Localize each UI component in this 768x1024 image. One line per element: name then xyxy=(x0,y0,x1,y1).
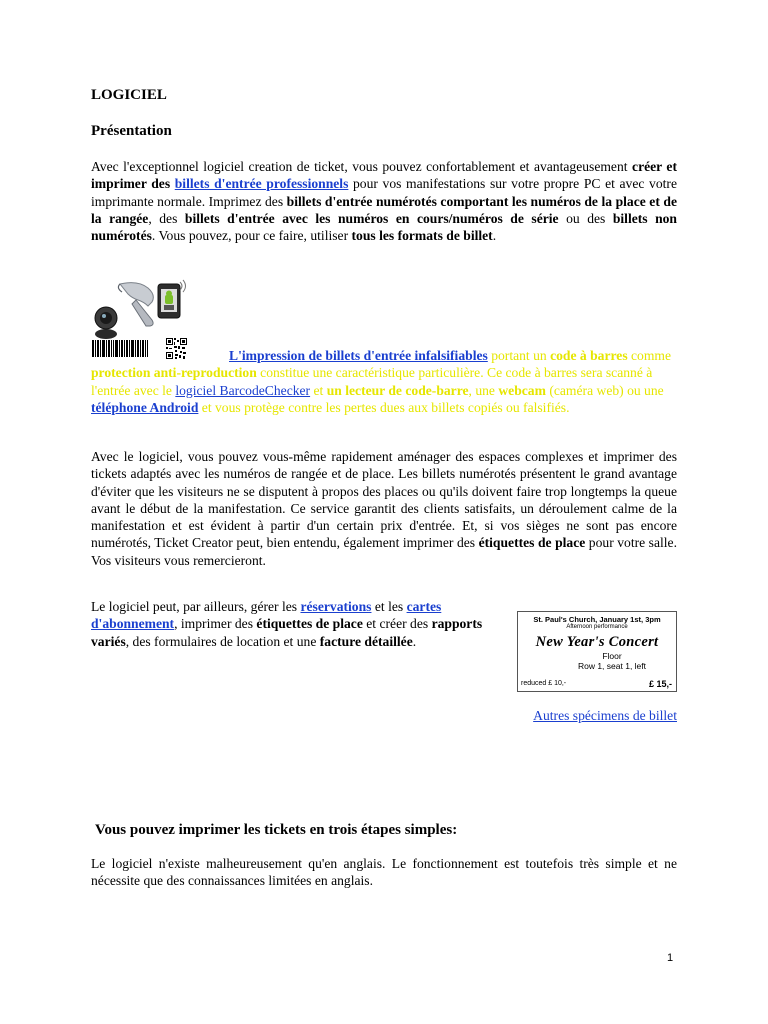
ticket-specimen-image xyxy=(517,611,677,692)
section-title-presentation: Présentation xyxy=(91,123,172,139)
intro-paragraph xyxy=(91,158,677,244)
text: et les xyxy=(371,599,407,614)
ticket-performance: Afternoon performance xyxy=(566,624,628,630)
text: (caméra web) ou une xyxy=(545,382,664,398)
text: ou des xyxy=(558,210,613,226)
text-bold: facture détaillée xyxy=(319,633,413,649)
link-barcodechecker[interactable]: logiciel BarcodeChecker xyxy=(175,382,311,398)
numbered-seats-paragraph xyxy=(91,448,677,569)
text-bold: étiquettes de place xyxy=(256,616,363,632)
text-bold: rapports variés xyxy=(91,616,483,649)
text: . xyxy=(412,633,417,649)
text: , une xyxy=(468,382,499,398)
link-unforgeable-tickets[interactable]: L'impression de billets d'entrée infalsifiables xyxy=(229,348,488,363)
ticket-event-title: New Year's Concert xyxy=(535,634,659,650)
features-paragraph xyxy=(91,598,486,650)
text: pour votre salle. Vos visiteurs vous remercieront. xyxy=(91,535,677,568)
link-android-phone[interactable]: téléphone Android xyxy=(91,399,199,415)
text-bold: étiquettes de place xyxy=(478,535,586,551)
text-bold: billets d'entrée avec les numéros en cours/numéros de série xyxy=(184,210,559,226)
text: comme xyxy=(627,348,672,363)
ticket-price: £ 15,- xyxy=(648,679,672,689)
ticket-seat: Row 1, seat 1, left xyxy=(577,661,647,671)
ticket-area: Floor xyxy=(602,651,622,661)
english-only-paragraph: Le logiciel n'existe malheureusement qu'en anglais. Le fonctionnement est toutefois très simple et ne nécessite que des connaissances limitées en anglais. xyxy=(91,856,677,889)
text: Avec le logiciel, vous pouvez vous-même rapidement aménager des espaces complexes et imprimer des tickets adaptés avec les numéros de rangée et de place. Les billets numérotés présentent le grand avantage d'éviter que les visiteurs ne se disputent à propos des places ou qu'ils doivent faire trop longtemps la queue avant le début de la manifestation. Ce service garantit des clients satisfaits, un déroulement calme de la manifestation et est évident à partir d'un certain prix d'entrée. Et, si vos sièges ne sont pas encore numérotés, Ticket Creator peut, bien entendu, également imprimer des xyxy=(91,449,677,551)
text: . Vous pouvez, pour ce faire, utiliser xyxy=(151,228,352,244)
text: et vous protège contre les pertes dues aux billets copiés ou falsifiés. xyxy=(198,399,570,415)
link-professional-tickets[interactable]: billets d'entrée professionnels xyxy=(174,176,349,192)
text-bold: billets non numérotés xyxy=(91,210,677,244)
text-bold: code à barres xyxy=(550,348,628,363)
text-bold: billets d'entrée numérotés comportant les numéros de la place et de la rangée xyxy=(91,193,677,226)
text: , des formulaires de location et une xyxy=(125,633,320,649)
page-number: 1 xyxy=(667,952,674,964)
text-bold: tous les formats de billet xyxy=(351,228,493,244)
devices-illustration xyxy=(92,278,192,342)
page-heading: LOGICIEL xyxy=(91,87,167,103)
section-title-three-steps: Vous pouvez imprimer les tickets en trois étapes simples: xyxy=(95,822,458,838)
link-more-specimens[interactable]: Autres spécimens de billet xyxy=(533,708,677,723)
link-reservations[interactable]: réservations xyxy=(300,599,372,614)
anti-forgery-paragraph xyxy=(91,347,677,416)
android-phone-icon xyxy=(158,280,186,318)
ticket-reduced-price: reduced £ 10,- xyxy=(521,680,567,687)
ticket-venue: St. Paul's Church, January 1st, 3pm xyxy=(533,615,661,624)
text: , des xyxy=(148,210,185,226)
text-bold: webcam xyxy=(498,382,546,398)
text: et xyxy=(310,382,327,398)
text: constitue une caractéristique particulière. Ce code à barres sera scanné à l'entrée avec le xyxy=(91,365,653,398)
text: Le logiciel peut, par ailleurs, gérer les xyxy=(91,599,301,614)
text: portant un xyxy=(487,348,551,363)
barcode-scanner-icon xyxy=(118,283,153,326)
webcam-icon xyxy=(95,307,117,339)
text-bold: créer et imprimer des xyxy=(91,159,677,192)
text-bold: protection anti-reproduction xyxy=(91,365,257,381)
link-season-tickets[interactable]: cartes d'abonnement xyxy=(91,599,442,632)
text: , imprimer des xyxy=(174,616,257,632)
text-bold: un lecteur de code-barre xyxy=(326,382,469,398)
text: et créer des xyxy=(362,616,432,632)
text: . xyxy=(492,228,497,244)
text: pour vos manifestations sur votre propre PC et avec votre imprimante normale. Imprimez des xyxy=(91,176,677,209)
text: Avec l'exceptionnel logiciel creation de ticket, vous pouvez confortablement et avantageusement xyxy=(91,159,633,174)
